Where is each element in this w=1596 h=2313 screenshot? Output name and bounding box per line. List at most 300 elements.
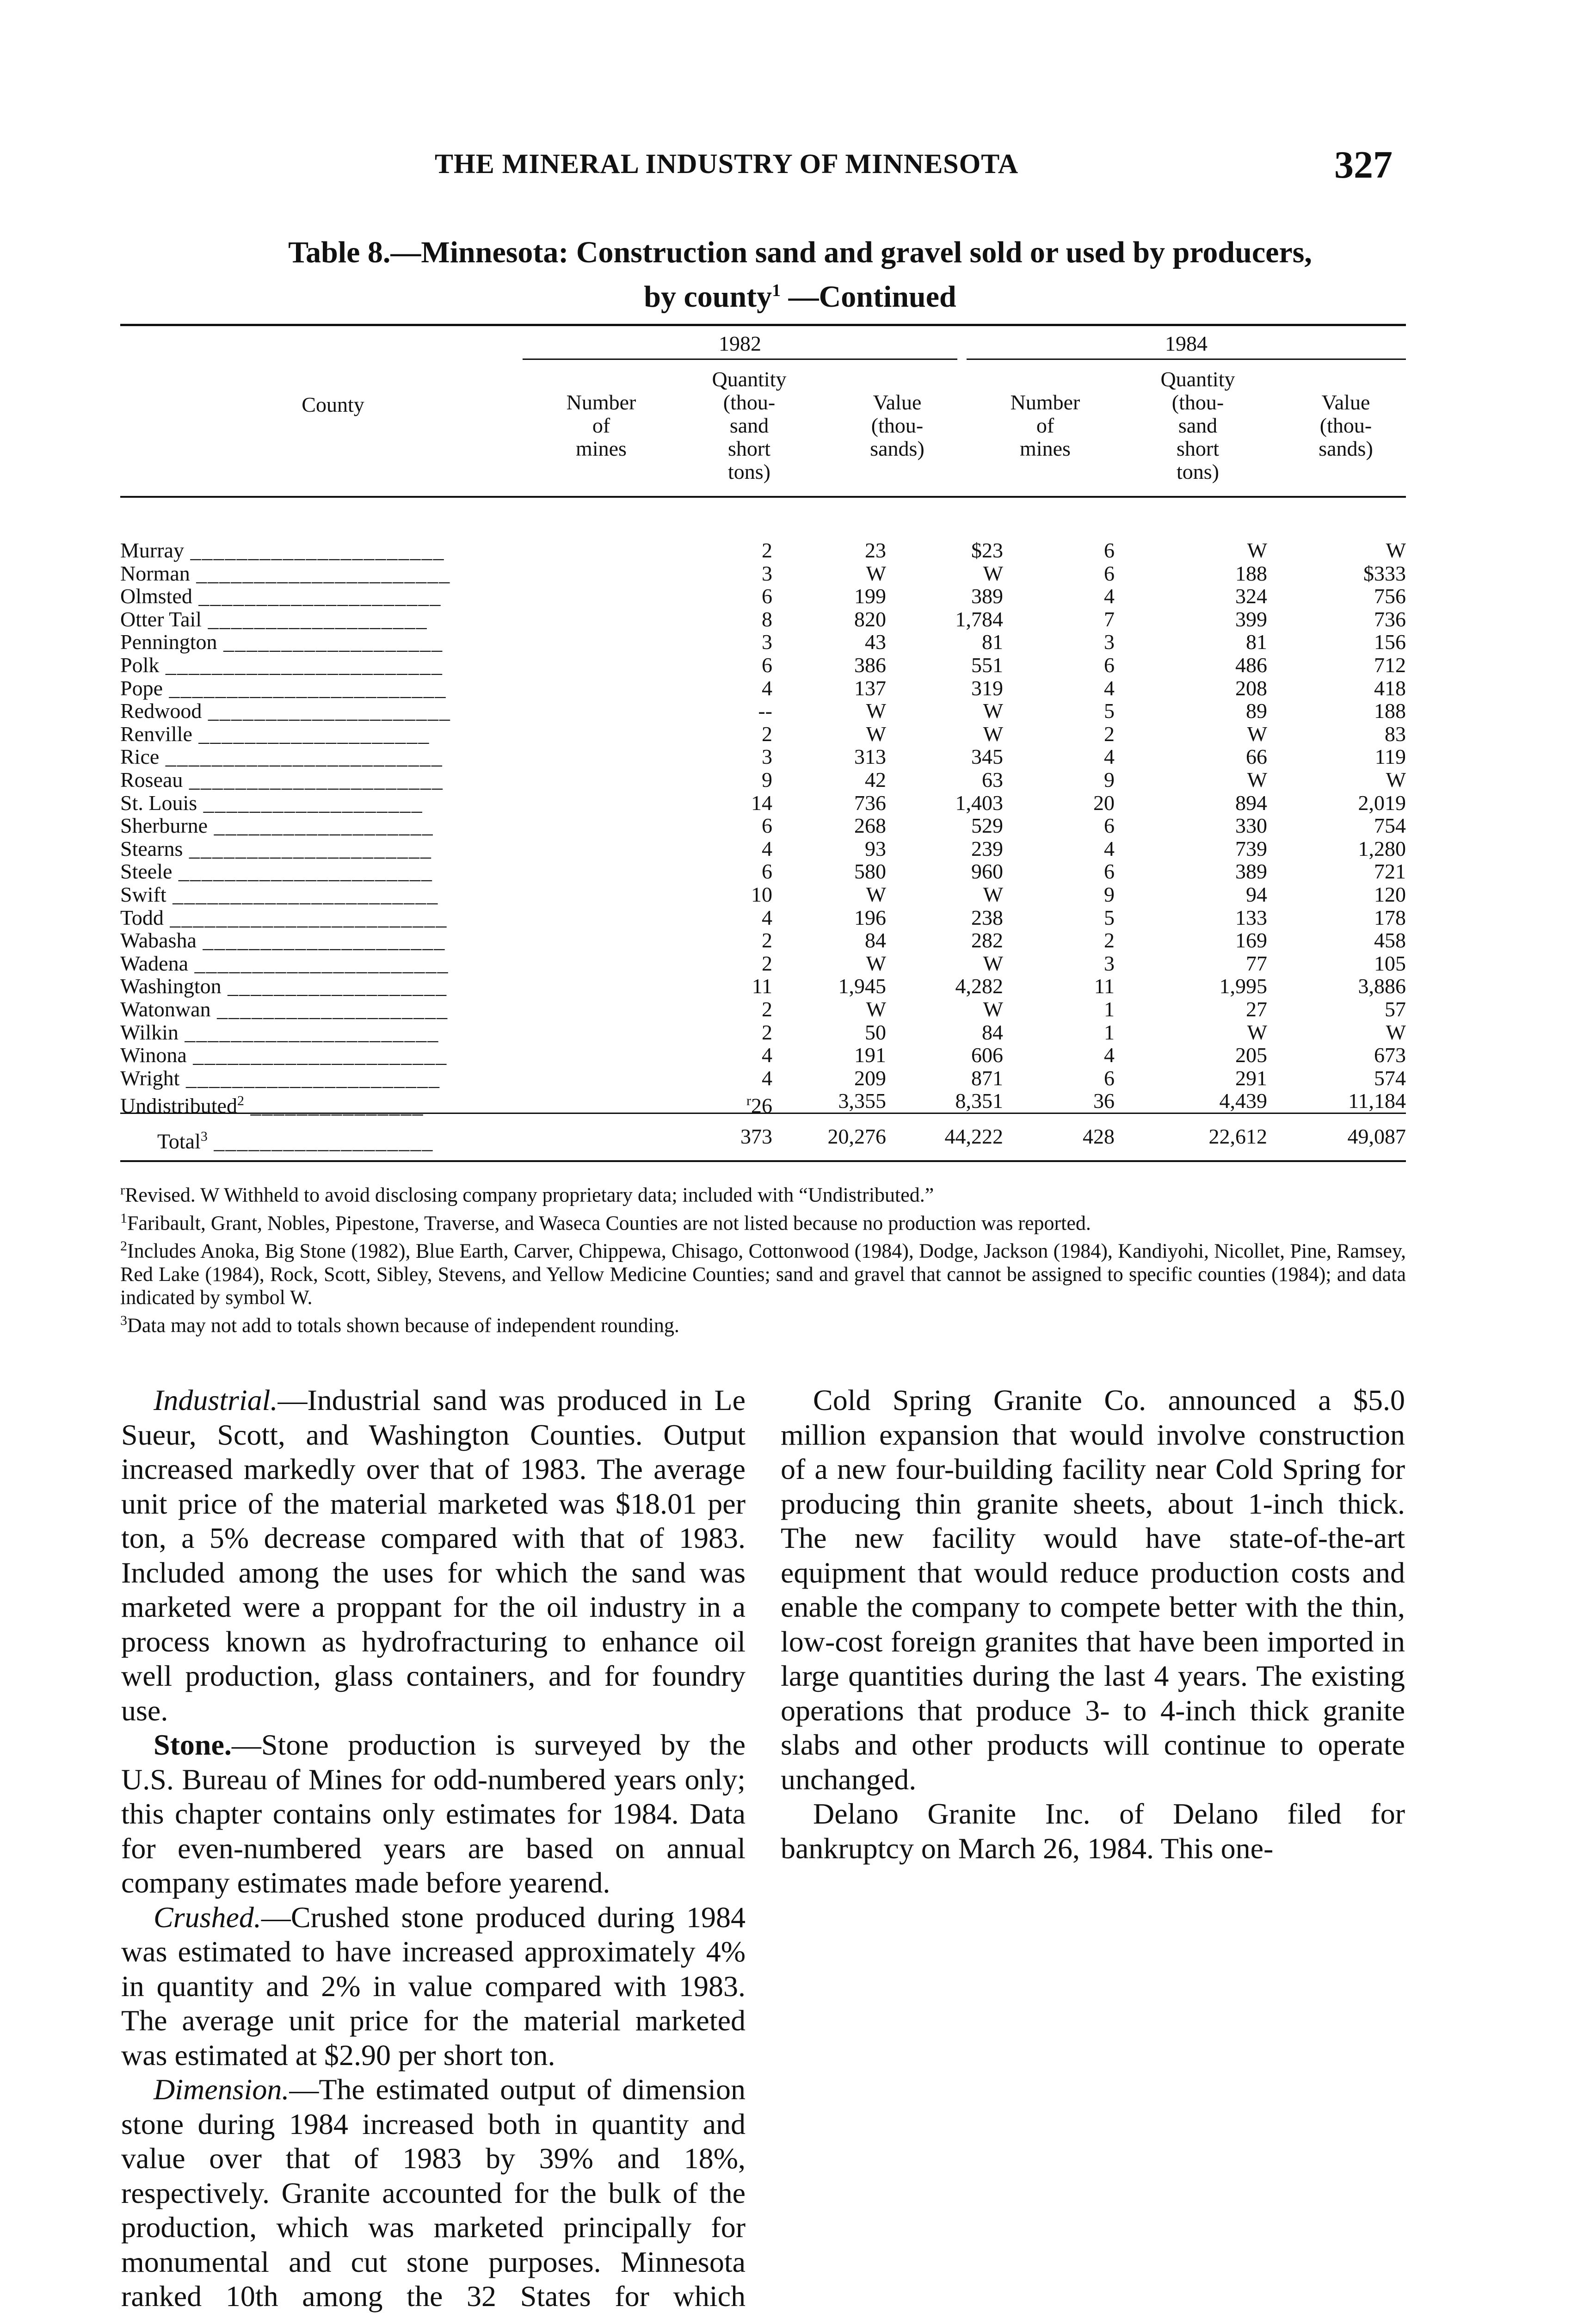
table-row bbox=[120, 585, 1406, 607]
header-value-1984 bbox=[1286, 391, 1406, 460]
county-label: Olmsted bbox=[120, 584, 192, 608]
cell-value: 345 bbox=[971, 745, 1003, 769]
cell-q82 bbox=[854, 1067, 886, 1089]
cell-v84 bbox=[1374, 883, 1406, 906]
cell-q84 bbox=[1247, 768, 1267, 791]
county-name bbox=[120, 631, 443, 653]
cell-v82 bbox=[983, 883, 1003, 906]
table-row bbox=[120, 1044, 1406, 1066]
h-qty-b1: Quantity bbox=[1160, 367, 1235, 391]
cell-value: 458 bbox=[1374, 928, 1406, 952]
cell-value: 6 bbox=[762, 584, 772, 608]
cell-m84 bbox=[1083, 1125, 1115, 1148]
leader-dots: ____________________ bbox=[210, 997, 449, 1021]
footnote-revised bbox=[120, 1179, 1406, 1207]
h-val-b3: sands) bbox=[1319, 437, 1373, 460]
cell-v82 bbox=[983, 562, 1003, 585]
cell-q82 bbox=[838, 975, 887, 997]
leader-dots: ______________________ bbox=[178, 1020, 439, 1044]
cell-value: W bbox=[866, 561, 886, 585]
county-label: Redwood bbox=[120, 699, 202, 723]
cell-v84 bbox=[1374, 860, 1406, 883]
cell-value: 6 bbox=[762, 814, 772, 838]
cell-q82 bbox=[865, 631, 886, 653]
cell-q82 bbox=[854, 677, 886, 699]
table-row bbox=[120, 677, 1406, 699]
cell-value: 4 bbox=[1104, 836, 1115, 860]
cell-v84 bbox=[1374, 952, 1406, 975]
county-name bbox=[120, 814, 434, 837]
cell-v84 bbox=[1358, 792, 1406, 814]
cell-m84 bbox=[1104, 883, 1115, 906]
cell-value: 5 bbox=[1104, 699, 1115, 723]
cell-q84 bbox=[1235, 677, 1267, 699]
cell-value: 6 bbox=[1104, 814, 1115, 838]
cell-m82 bbox=[762, 768, 772, 791]
cell-value: 291 bbox=[1235, 1066, 1267, 1090]
cell-m82 bbox=[752, 975, 772, 997]
cell-value: W bbox=[1386, 1020, 1406, 1044]
cell-value: 4 bbox=[762, 1043, 772, 1067]
cell-v82 bbox=[982, 1021, 1003, 1044]
table-row bbox=[120, 539, 1406, 562]
cell-v82 bbox=[971, 814, 1003, 837]
table-row bbox=[120, 768, 1406, 791]
county-name bbox=[120, 1067, 440, 1089]
header-year-1984: 1984 bbox=[1165, 332, 1208, 355]
cell-value: 580 bbox=[854, 860, 886, 884]
cell-m82 bbox=[762, 1067, 772, 1089]
cell-value: 6 bbox=[762, 860, 772, 884]
paragraph-industrial bbox=[121, 1383, 746, 1728]
cell-m82 bbox=[762, 631, 772, 653]
cell-value: 386 bbox=[854, 653, 886, 677]
cell-value: 5 bbox=[1104, 905, 1115, 929]
cell-value: W bbox=[983, 699, 1003, 723]
table-row bbox=[120, 860, 1406, 883]
cell-q84 bbox=[1235, 1044, 1267, 1066]
h-num-b1: Number bbox=[1010, 390, 1080, 414]
header-number-1984 bbox=[985, 391, 1105, 460]
cell-m82 bbox=[740, 1125, 772, 1148]
leader-dots: ______________________ bbox=[179, 1066, 440, 1090]
cell-m84 bbox=[1104, 699, 1115, 722]
table-title-line1: Table 8.—Minnesota: Construction sand and gravel sold or used by producers, bbox=[288, 235, 1312, 269]
cell-q82 bbox=[866, 723, 886, 745]
cell-q82 bbox=[854, 608, 886, 631]
county-label: Wadena bbox=[120, 951, 188, 975]
cell-value: 9 bbox=[1104, 768, 1115, 792]
cell-value: 4,439 bbox=[1219, 1089, 1267, 1113]
paragraph-dimension bbox=[121, 2072, 746, 2313]
cell-v84 bbox=[1374, 906, 1406, 929]
county-label: Otter Tail bbox=[120, 607, 202, 631]
cell-m84 bbox=[1104, 768, 1115, 791]
county-label: Swift bbox=[120, 883, 166, 906]
heading-dimension: Dimension. bbox=[154, 2073, 290, 2106]
cell-value: W bbox=[1247, 722, 1267, 746]
cell-v84 bbox=[1374, 814, 1406, 837]
county-label: Stearns bbox=[120, 836, 183, 860]
county-name bbox=[120, 699, 451, 722]
cell-q84 bbox=[1209, 1125, 1268, 1148]
h-qty-b3: sand bbox=[1178, 414, 1218, 437]
cell-v84 bbox=[1374, 654, 1406, 676]
paragraph-stone bbox=[121, 1728, 746, 1900]
cell-m82 bbox=[746, 1089, 772, 1117]
h-qty-b5: tons) bbox=[1177, 460, 1219, 483]
cell-value: W bbox=[1247, 768, 1267, 792]
cell-value: W bbox=[983, 561, 1003, 585]
h-qty-a3: sand bbox=[729, 414, 769, 437]
cell-value: 389 bbox=[971, 584, 1003, 608]
cell-q82 bbox=[854, 745, 886, 768]
leader-dots: _____________________ bbox=[183, 836, 432, 860]
h-num-a1: Number bbox=[566, 390, 636, 414]
cell-value: W bbox=[1247, 538, 1267, 562]
text-crushed: —Crushed stone produced during 1984 was estimated to have increased approximately 4% in quantity and 2% in value compared with 1983. The average unit price for the material marketed was estimated at $2.90 per short ton. bbox=[121, 1900, 746, 2072]
cell-q84 bbox=[1235, 792, 1267, 814]
cell-q82 bbox=[828, 1125, 887, 1148]
cell-value: 178 bbox=[1374, 905, 1406, 929]
cell-m82 bbox=[762, 608, 772, 631]
table-row bbox=[120, 998, 1406, 1020]
cell-v82 bbox=[971, 906, 1003, 929]
footnote-1-text: Faribault, Grant, Nobles, Pipestone, Traverse, and Waseca Counties are not listed because no production was reported. bbox=[127, 1212, 1091, 1235]
cell-value: 120 bbox=[1374, 883, 1406, 906]
leader-dots: ___________________ bbox=[207, 1129, 434, 1153]
header-quantity-1982 bbox=[689, 368, 809, 483]
table-row bbox=[120, 723, 1406, 745]
h-num-b2: of bbox=[1036, 414, 1054, 437]
leader-dots: ______________________ bbox=[186, 1043, 448, 1067]
cell-v82 bbox=[971, 745, 1003, 768]
county-name bbox=[120, 860, 433, 883]
leader-dots: ______________________ bbox=[183, 768, 444, 792]
cell-v84 bbox=[1374, 699, 1406, 722]
county-label: Total bbox=[157, 1129, 201, 1153]
cell-v84 bbox=[1386, 768, 1406, 791]
cell-value: 6 bbox=[1104, 653, 1115, 677]
cell-q84 bbox=[1246, 631, 1267, 653]
cell-value: 673 bbox=[1374, 1043, 1406, 1067]
county-label: Pope bbox=[120, 676, 163, 700]
cell-v82 bbox=[955, 1089, 1004, 1112]
cell-value: 9 bbox=[1104, 883, 1115, 906]
cell-value: 721 bbox=[1374, 860, 1406, 884]
cell-v84 bbox=[1358, 837, 1406, 860]
h-qty-b2: (thou- bbox=[1171, 390, 1224, 414]
cell-v82 bbox=[945, 1125, 1004, 1148]
table-title-suffix: —Continued bbox=[781, 280, 956, 314]
h-val-a2: (thou- bbox=[871, 414, 924, 437]
cell-q82 bbox=[854, 585, 886, 607]
cell-q82 bbox=[854, 860, 886, 883]
cell-value: 4 bbox=[762, 905, 772, 929]
leader-dots: ______________________ bbox=[188, 951, 449, 975]
cell-value: 169 bbox=[1235, 928, 1267, 952]
header-county: County bbox=[302, 393, 364, 416]
text-stone: —Stone production is surveyed by the U.S. Bureau of Mines for odd-numbered years only; this chapter contains only estimates for 1984. Data for even-numbered years are based on annual company estimates made before yearend. bbox=[121, 1728, 746, 1899]
leader-dots: ___________________ bbox=[208, 814, 434, 838]
cell-m84 bbox=[1104, 745, 1115, 768]
leader-dots: ______________________ bbox=[190, 561, 451, 585]
paragraph-crushed bbox=[121, 1900, 746, 2073]
table-row bbox=[120, 654, 1406, 676]
cell-value: 486 bbox=[1235, 653, 1267, 677]
cell-value: 20 bbox=[1093, 791, 1115, 815]
county-name bbox=[120, 745, 443, 768]
cell-value: 188 bbox=[1374, 699, 1406, 723]
body-column-left bbox=[121, 1383, 746, 2313]
cell-v82 bbox=[955, 975, 1004, 997]
leader-dots: ________________________ bbox=[163, 676, 447, 700]
cell-m82 bbox=[762, 539, 772, 562]
year-1984-rule bbox=[967, 359, 1406, 360]
cell-m84 bbox=[1104, 998, 1115, 1020]
cell-value: 2 bbox=[1104, 928, 1115, 952]
cell-value: 3,355 bbox=[838, 1089, 886, 1113]
cell-value: 84 bbox=[865, 928, 886, 952]
cell-value: 14 bbox=[751, 791, 772, 815]
cell-m84 bbox=[1104, 837, 1115, 860]
cell-q84 bbox=[1235, 562, 1267, 585]
cell-value: 27 bbox=[1246, 997, 1267, 1021]
cell-value: 11 bbox=[752, 974, 772, 998]
county-name bbox=[120, 975, 447, 997]
cell-m82 bbox=[762, 1021, 772, 1044]
header-year-1982: 1982 bbox=[719, 332, 761, 355]
table-row bbox=[120, 975, 1406, 997]
cell-v82 bbox=[971, 837, 1003, 860]
cell-m82 bbox=[751, 792, 772, 814]
cell-value: 81 bbox=[982, 630, 1003, 654]
footnote-1 bbox=[120, 1207, 1406, 1235]
cell-value: 3 bbox=[1104, 951, 1115, 975]
cell-value: W bbox=[983, 997, 1003, 1021]
table-row bbox=[120, 837, 1406, 860]
cell-q84 bbox=[1247, 539, 1267, 562]
cell-m84 bbox=[1104, 585, 1115, 607]
county-name bbox=[120, 723, 430, 745]
footnote-3-mark: 3 bbox=[120, 1312, 127, 1328]
cell-m84 bbox=[1104, 562, 1115, 585]
table-row bbox=[120, 952, 1406, 975]
cell-value: 6 bbox=[1104, 561, 1115, 585]
cell-m84 bbox=[1104, 654, 1115, 676]
footnote-2-mark: 2 bbox=[120, 1238, 127, 1254]
cell-value: 22,612 bbox=[1208, 1125, 1267, 1148]
cell-q84 bbox=[1235, 654, 1267, 676]
county-name bbox=[120, 562, 450, 585]
cell-value: 606 bbox=[971, 1043, 1003, 1067]
footnote-3 bbox=[120, 1309, 1406, 1337]
cell-value: 49,087 bbox=[1347, 1125, 1406, 1148]
cell-q84 bbox=[1235, 906, 1267, 929]
cell-v82 bbox=[983, 998, 1003, 1020]
cell-value: 137 bbox=[854, 676, 886, 700]
cell-value: 4 bbox=[762, 676, 772, 700]
cell-value: 389 bbox=[1235, 860, 1267, 884]
cell-m82 bbox=[758, 699, 772, 722]
county-label: Winona bbox=[120, 1043, 187, 1067]
county-label: Undistributed bbox=[120, 1094, 237, 1118]
cell-value: 8,351 bbox=[955, 1089, 1003, 1113]
cell-v82 bbox=[971, 585, 1003, 607]
table-title-sup: 1 bbox=[772, 281, 781, 300]
cell-value: 26 bbox=[751, 1094, 772, 1118]
cell-m84 bbox=[1104, 860, 1115, 883]
county-label: Wright bbox=[120, 1066, 180, 1090]
cell-value: 2 bbox=[762, 951, 772, 975]
cell-value: 2 bbox=[762, 997, 772, 1021]
header-number-1982 bbox=[541, 391, 661, 460]
paragraph-delano: Delano Granite Inc. of Delano filed for bankruptcy on March 26, 1984. This one- bbox=[781, 1797, 1405, 1865]
cell-v82 bbox=[983, 952, 1003, 975]
footnote-2 bbox=[120, 1235, 1406, 1309]
table-row bbox=[120, 929, 1406, 952]
county-label: Wabasha bbox=[120, 928, 197, 952]
table-row bbox=[120, 792, 1406, 814]
cell-m82 bbox=[762, 929, 772, 952]
cell-value: 6 bbox=[762, 653, 772, 677]
footnote-revised-text: Revised. W Withheld to avoid disclosing company proprietary data; included with “Undistributed.” bbox=[125, 1183, 934, 1206]
table-row bbox=[120, 745, 1406, 768]
footnote-3-text: Data may not add to totals shown because of independent rounding. bbox=[127, 1314, 679, 1337]
cell-q82 bbox=[854, 1044, 886, 1066]
cell-value: 418 bbox=[1374, 676, 1406, 700]
table-title bbox=[120, 234, 1480, 316]
cell-value: 89 bbox=[1246, 699, 1267, 723]
cell-q82 bbox=[865, 768, 886, 791]
leader-dots: ________________________ bbox=[159, 745, 443, 769]
cell-value: 57 bbox=[1385, 997, 1406, 1021]
cell-value: 7 bbox=[1104, 607, 1115, 631]
cell-value: 66 bbox=[1246, 745, 1267, 769]
cell-v84 bbox=[1363, 562, 1406, 585]
leader-dots: _____________________ bbox=[192, 584, 442, 608]
cell-v82 bbox=[971, 677, 1003, 699]
cell-value: $23 bbox=[971, 538, 1003, 562]
cell-m84 bbox=[1094, 975, 1115, 997]
cell-value: 83 bbox=[1385, 722, 1406, 746]
cell-q84 bbox=[1235, 860, 1267, 883]
h-num-a2: of bbox=[592, 414, 610, 437]
cell-v82 bbox=[971, 860, 1003, 883]
cell-value: 330 bbox=[1235, 814, 1267, 838]
cell-value: 208 bbox=[1235, 676, 1267, 700]
cell-value: W bbox=[983, 722, 1003, 746]
cell-value: 84 bbox=[982, 1020, 1003, 1044]
cell-v84 bbox=[1374, 585, 1406, 607]
county-label: Roseau bbox=[120, 768, 183, 792]
county-name bbox=[120, 952, 449, 975]
county-name bbox=[120, 1044, 447, 1066]
cell-m84 bbox=[1104, 906, 1115, 929]
cell-value: 133 bbox=[1235, 905, 1267, 929]
cell-q82 bbox=[866, 562, 886, 585]
cell-value: 736 bbox=[854, 791, 886, 815]
cell-m84 bbox=[1104, 1044, 1115, 1066]
cell-value: 324 bbox=[1235, 584, 1267, 608]
cell-value: 529 bbox=[971, 814, 1003, 838]
h-val-b1: Value bbox=[1321, 390, 1370, 414]
cell-value: 77 bbox=[1246, 951, 1267, 975]
cell-v82 bbox=[971, 1067, 1003, 1089]
cell-value: 313 bbox=[854, 745, 886, 769]
cell-v84 bbox=[1374, 1044, 1406, 1066]
cell-m84 bbox=[1093, 1089, 1115, 1112]
cell-value: 574 bbox=[1374, 1066, 1406, 1090]
h-val-a1: Value bbox=[873, 390, 922, 414]
cell-value: 1 bbox=[1104, 1020, 1115, 1044]
county-label: Pennington bbox=[120, 630, 217, 654]
cell-value: 2 bbox=[762, 1020, 772, 1044]
cell-value: 4,282 bbox=[955, 974, 1003, 998]
cell-value: 205 bbox=[1235, 1043, 1267, 1067]
cell-m84 bbox=[1093, 792, 1115, 814]
paragraph-cold-spring: Cold Spring Granite Co. announced a $5.0 million expansion that would involve construction of a new four-building facility near Cold Spring for producing thin granite sheets, about 1-inch thick. The new facility would have state-of-the-art equipment that would reduce production costs and enable the company to compete better with the thin, low-cost foreign granites that have been imported in large quantities during the last 4 years. The existing operations that produce 3- to 4-inch thick granite slabs and other products will continue to operate unchanged. bbox=[781, 1384, 1405, 1796]
cell-value: W bbox=[866, 997, 886, 1021]
cell-value: W bbox=[866, 699, 886, 723]
cell-v84 bbox=[1386, 539, 1406, 562]
cell-v82 bbox=[955, 608, 1004, 631]
county-label: Todd bbox=[120, 905, 164, 929]
table-title-text: by county bbox=[644, 280, 772, 314]
h-qty-a1: Quantity bbox=[712, 367, 787, 391]
county-label: St. Louis bbox=[120, 791, 197, 815]
cell-value: 196 bbox=[854, 905, 886, 929]
cell-value: 4 bbox=[1104, 676, 1115, 700]
cell-value: 739 bbox=[1235, 836, 1267, 860]
cell-q84 bbox=[1247, 723, 1267, 745]
cell-value: 428 bbox=[1083, 1125, 1115, 1148]
cell-value: 3 bbox=[762, 745, 772, 769]
county-name bbox=[120, 677, 447, 699]
table-row bbox=[120, 1021, 1406, 1044]
cell-value: 1,995 bbox=[1219, 974, 1267, 998]
cell-q84 bbox=[1246, 883, 1267, 906]
leader-dots: _____________________ bbox=[202, 699, 451, 723]
leader-dots: ________________________ bbox=[159, 653, 443, 677]
cell-v84 bbox=[1385, 723, 1406, 745]
cell-q84 bbox=[1220, 975, 1268, 997]
cell-m82 bbox=[762, 585, 772, 607]
county-footnote-mark: 3 bbox=[200, 1129, 208, 1144]
cell-q82 bbox=[866, 883, 886, 906]
cell-q82 bbox=[866, 699, 886, 722]
cell-q84 bbox=[1235, 585, 1267, 607]
table-row bbox=[120, 608, 1406, 631]
cell-m82 bbox=[762, 562, 772, 585]
cell-m82 bbox=[762, 654, 772, 676]
cell-value: 9 bbox=[762, 768, 772, 792]
cell-v84 bbox=[1374, 929, 1406, 952]
cell-value: 268 bbox=[854, 814, 886, 838]
cell-v84 bbox=[1385, 998, 1406, 1020]
cell-m82 bbox=[762, 998, 772, 1020]
h-num-a3: mines bbox=[576, 437, 627, 460]
leader-dots: ___________________ bbox=[197, 791, 423, 815]
county-label: Rice bbox=[120, 745, 160, 769]
cell-value: 94 bbox=[1246, 883, 1267, 906]
cell-value: W bbox=[1386, 768, 1406, 792]
running-head: THE MINERAL INDUSTRY OF MINNESOTA bbox=[435, 148, 1019, 179]
cell-value: 11,184 bbox=[1348, 1089, 1406, 1113]
cell-value: 36 bbox=[1093, 1089, 1115, 1113]
cell-q84 bbox=[1235, 929, 1267, 952]
cell-q84 bbox=[1246, 998, 1267, 1020]
